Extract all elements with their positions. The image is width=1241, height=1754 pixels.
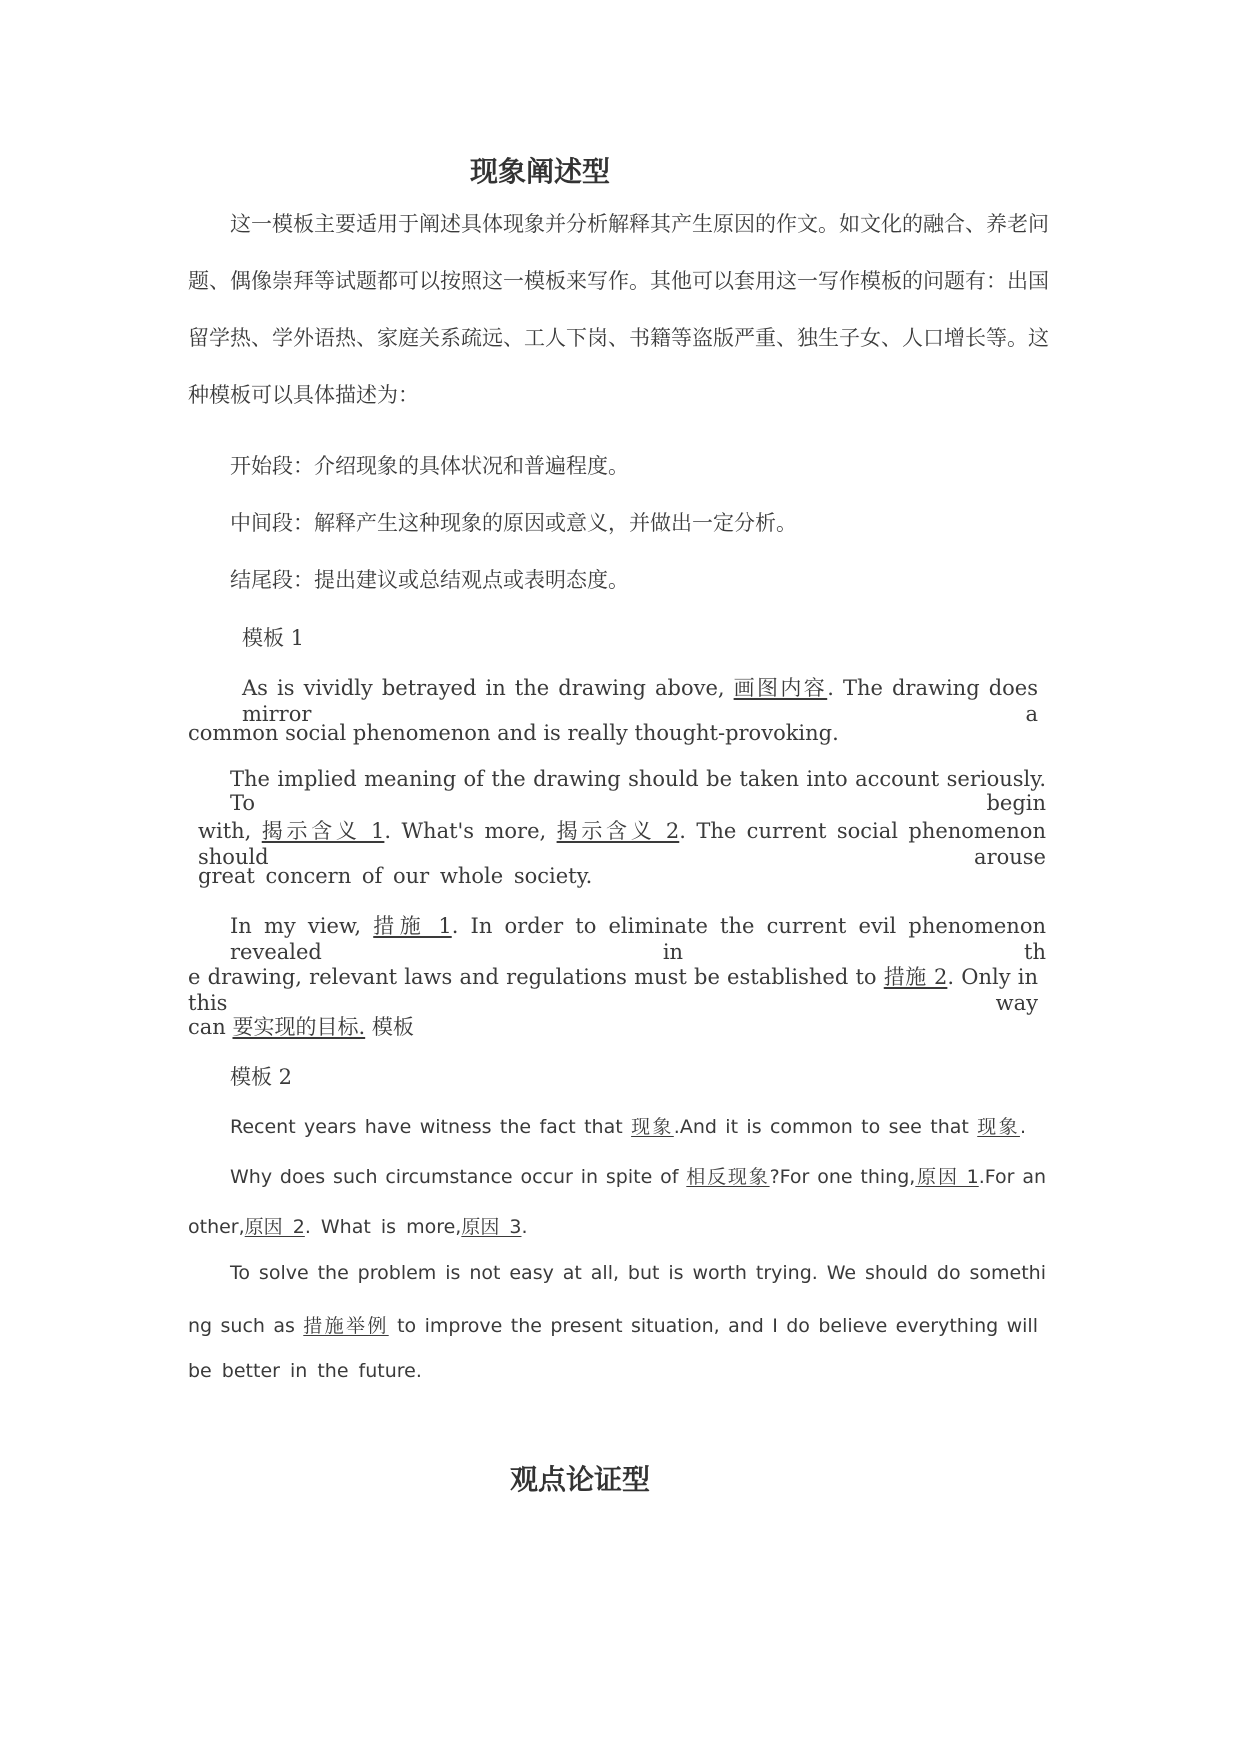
template2-label: 模板 2 — [230, 1065, 293, 1089]
t2-line-5: ng such as 措施举例 to improve the present situation, and I do believe everything will — [188, 1315, 1038, 1337]
t1-line-4: with, 揭示含义 1. What's more, 揭示含义 2. The current social phenomenon should arouse — [198, 819, 1046, 869]
t2-line-4: To solve the problem is not easy at all, but is worth trying. We should do somethi — [230, 1262, 1046, 1284]
placeholder-measure-2: 措施 2 — [883, 965, 948, 989]
section-title-2: 观点论证型 — [509, 1463, 650, 1496]
placeholder-meaning-2: 揭示含义 2 — [556, 819, 680, 843]
template1-label: 模板 1 — [242, 626, 305, 650]
placeholder-reason-3: 原因 3 — [461, 1216, 522, 1238]
placeholder-reason-1: 原因 1 — [915, 1166, 979, 1188]
section-title: 现象阐述型 — [469, 155, 610, 188]
t1-line-3: The implied meaning of the drawing should be taken into account seriously. To begin — [230, 767, 1046, 815]
intro-paragraph: 这一模板主要适用于阐述具体现象并分析解释其产生原因的作文。如文化的融合、养老问题、偶像崇拜等试题都可以按照这一模板来写作。其他可以套用这一写作模板的问题有：出国留学热、学外语热、家庭关系疏远、工人下岗、书籍等盗版严重、独生子女、人口增长等。这种模板可以具体描述为： — [188, 212, 1049, 407]
t2-line-1: Recent years have witness the fact that 现象.And it is common to see that 现象. — [230, 1116, 1026, 1138]
placeholder-phenomenon-2: 现象 — [977, 1116, 1020, 1138]
placeholder-meaning-1: 揭示含义 1 — [261, 819, 385, 843]
t1-line-2: common social phenomenon and is really thought-provoking. — [188, 721, 839, 745]
t1-line-8: can 要实现的目标. 模板 — [188, 1015, 414, 1039]
t2-line-2: Why does such circumstance occur in spite of 相反现象?For one thing,原因 1.For an — [230, 1166, 1047, 1188]
placeholder-goal: 要实现的目标. — [232, 1015, 366, 1039]
placeholder-drawing-content: 画图内容 — [733, 676, 828, 700]
placeholder-phenomenon-1: 现象 — [631, 1116, 674, 1138]
t1-line-5: great concern of our whole society. — [198, 864, 593, 888]
t1-line-7: e drawing, relevant laws and regulations must be established to 措施 2. Only in this way — [188, 965, 1038, 1015]
t2-line-3: other,原因 2. What is more,原因 3. — [188, 1216, 528, 1238]
structure-opening: 开始段：介绍现象的具体状况和普遍程度。 — [230, 454, 629, 478]
placeholder-measure-example: 措施举例 — [303, 1315, 389, 1337]
t1-line-1: As is vividly betrayed in the drawing above, 画图内容. The drawing does mirror a — [242, 676, 1038, 726]
t2-line-6: be better in the future. — [188, 1360, 422, 1382]
placeholder-measure-1: 措施 1 — [373, 914, 452, 938]
structure-middle: 中间段：解释产生这种现象的原因或意义，并做出一定分析。 — [230, 511, 797, 535]
placeholder-opposite: 相反现象 — [686, 1166, 770, 1188]
structure-ending: 结尾段：提出建议或总结观点或表明态度。 — [230, 568, 629, 592]
t1-line-6: In my view, 措施 1. In order to eliminate the current evil phenomenon revealed in th — [230, 914, 1046, 964]
placeholder-reason-2: 原因 2 — [244, 1216, 305, 1238]
